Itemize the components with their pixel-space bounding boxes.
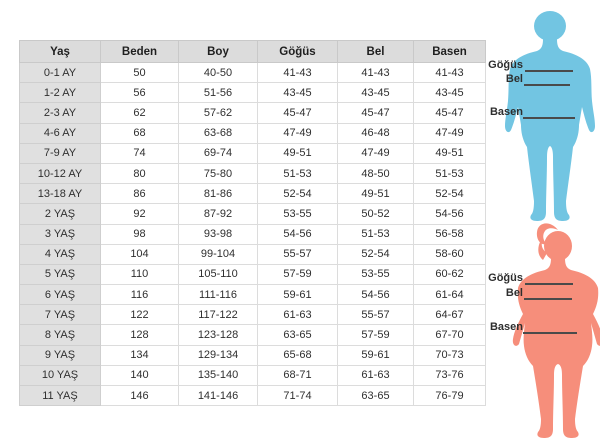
row-header-cell: 10 YAŞ bbox=[20, 365, 101, 385]
table-row bbox=[20, 305, 486, 325]
table-row bbox=[20, 63, 486, 83]
table-cell: 87-92 bbox=[179, 204, 258, 224]
table-cell: 57-59 bbox=[338, 325, 414, 345]
row-header-cell: 10-12 AY bbox=[20, 163, 101, 183]
table-cell: 51-53 bbox=[414, 163, 486, 183]
girl-chest-label: Göğüs bbox=[488, 272, 523, 284]
table-row bbox=[20, 184, 486, 204]
table-cell: 49-51 bbox=[338, 184, 414, 204]
table-cell: 54-56 bbox=[338, 285, 414, 305]
table-cell: 60-62 bbox=[414, 264, 486, 284]
table-cell: 61-63 bbox=[338, 365, 414, 385]
row-header-cell: 13-18 AY bbox=[20, 184, 101, 204]
table-cell: 41-43 bbox=[338, 63, 414, 83]
table-cell: 51-56 bbox=[179, 83, 258, 103]
table-row bbox=[20, 204, 486, 224]
table-cell: 49-51 bbox=[414, 143, 486, 163]
table-row bbox=[20, 325, 486, 345]
table-row bbox=[20, 83, 486, 103]
boy-chest-label: Göğüs bbox=[488, 59, 523, 71]
table-cell: 70-73 bbox=[414, 345, 486, 365]
row-header-cell: 8 YAŞ bbox=[20, 325, 101, 345]
table-cell: 128 bbox=[101, 325, 179, 345]
row-header-cell: 11 YAŞ bbox=[20, 386, 101, 406]
header-cell: Boy bbox=[179, 41, 258, 63]
table-cell: 45-47 bbox=[258, 103, 338, 123]
table-cell: 57-62 bbox=[179, 103, 258, 123]
table-cell: 76-79 bbox=[414, 386, 486, 406]
girl-waist-measure-line bbox=[524, 298, 572, 300]
header-cell: Bel bbox=[338, 41, 414, 63]
table-row bbox=[20, 285, 486, 305]
table-cell: 46-48 bbox=[338, 123, 414, 143]
table-cell: 92 bbox=[101, 204, 179, 224]
table-cell: 53-55 bbox=[338, 264, 414, 284]
size-table-header bbox=[20, 41, 486, 63]
table-row bbox=[20, 143, 486, 163]
table-cell: 54-56 bbox=[414, 204, 486, 224]
girl-waist-label: Bel bbox=[505, 287, 523, 299]
table-cell: 43-45 bbox=[414, 83, 486, 103]
row-header-cell: 9 YAŞ bbox=[20, 345, 101, 365]
table-cell: 135-140 bbox=[179, 365, 258, 385]
table-cell: 52-54 bbox=[414, 184, 486, 204]
table-cell: 55-57 bbox=[258, 244, 338, 264]
table-cell: 62 bbox=[101, 103, 179, 123]
table-cell: 47-49 bbox=[338, 143, 414, 163]
table-cell: 65-68 bbox=[258, 345, 338, 365]
table-cell: 117-122 bbox=[179, 305, 258, 325]
table-cell: 68-71 bbox=[258, 365, 338, 385]
table-cell: 43-45 bbox=[258, 83, 338, 103]
table-cell: 58-60 bbox=[414, 244, 486, 264]
table-cell: 59-61 bbox=[258, 285, 338, 305]
row-header-cell: 2 YAŞ bbox=[20, 204, 101, 224]
table-cell: 41-43 bbox=[414, 63, 486, 83]
table-cell: 146 bbox=[101, 386, 179, 406]
table-cell: 49-51 bbox=[258, 143, 338, 163]
table-cell: 51-53 bbox=[338, 224, 414, 244]
table-cell: 50-52 bbox=[338, 204, 414, 224]
row-header-cell: 7 YAŞ bbox=[20, 305, 101, 325]
table-row bbox=[20, 163, 486, 183]
boy-waist-label: Bel bbox=[505, 73, 523, 85]
table-row bbox=[20, 365, 486, 385]
table-cell: 56 bbox=[101, 83, 179, 103]
table-cell: 64-67 bbox=[414, 305, 486, 325]
table-cell: 40-50 bbox=[179, 63, 258, 83]
row-header-cell: 4 YAŞ bbox=[20, 244, 101, 264]
table-cell: 122 bbox=[101, 305, 179, 325]
table-cell: 50 bbox=[101, 63, 179, 83]
girl-hips-label: Basen bbox=[489, 321, 523, 333]
table-cell: 99-104 bbox=[179, 244, 258, 264]
girl-silhouette-shape bbox=[513, 223, 600, 438]
table-cell: 116 bbox=[101, 285, 179, 305]
header-cell: Yaş bbox=[20, 41, 101, 63]
table-cell: 73-76 bbox=[414, 365, 486, 385]
table-cell: 55-57 bbox=[338, 305, 414, 325]
row-header-cell: 7-9 AY bbox=[20, 143, 101, 163]
table-cell: 59-61 bbox=[338, 345, 414, 365]
girl-silhouette bbox=[510, 222, 600, 438]
table-cell: 71-74 bbox=[258, 386, 338, 406]
table-cell: 45-47 bbox=[414, 103, 486, 123]
row-header-cell: 0-1 AY bbox=[20, 63, 101, 83]
table-cell: 43-45 bbox=[338, 83, 414, 103]
size-table bbox=[19, 40, 486, 406]
table-cell: 123-128 bbox=[179, 325, 258, 345]
table-row bbox=[20, 123, 486, 143]
header-cell: Göğüs bbox=[258, 41, 338, 63]
table-cell: 47-49 bbox=[414, 123, 486, 143]
table-cell: 63-65 bbox=[338, 386, 414, 406]
table-cell: 61-63 bbox=[258, 305, 338, 325]
table-cell: 140 bbox=[101, 365, 179, 385]
table-cell: 81-86 bbox=[179, 184, 258, 204]
boy-hips-label: Basen bbox=[489, 106, 523, 118]
table-cell: 75-80 bbox=[179, 163, 258, 183]
table-cell: 98 bbox=[101, 224, 179, 244]
table-row bbox=[20, 345, 486, 365]
table-cell: 56-58 bbox=[414, 224, 486, 244]
table-row bbox=[20, 224, 486, 244]
table-cell: 111-116 bbox=[179, 285, 258, 305]
table-cell: 53-55 bbox=[258, 204, 338, 224]
table-cell: 104 bbox=[101, 244, 179, 264]
table-row bbox=[20, 103, 486, 123]
table-cell: 52-54 bbox=[258, 184, 338, 204]
table-row bbox=[20, 264, 486, 284]
boy-chest-measure-line bbox=[525, 70, 573, 72]
table-cell: 86 bbox=[101, 184, 179, 204]
table-cell: 129-134 bbox=[179, 345, 258, 365]
girl-hips-measure-line bbox=[523, 332, 577, 334]
boy-hips-measure-line bbox=[523, 117, 575, 119]
table-cell: 105-110 bbox=[179, 264, 258, 284]
table-cell: 68 bbox=[101, 123, 179, 143]
table-cell: 52-54 bbox=[338, 244, 414, 264]
table-cell: 69-74 bbox=[179, 143, 258, 163]
row-header-cell: 5 YAŞ bbox=[20, 264, 101, 284]
row-header-cell: 6 YAŞ bbox=[20, 285, 101, 305]
table-cell: 54-56 bbox=[258, 224, 338, 244]
table-cell: 48-50 bbox=[338, 163, 414, 183]
table-row bbox=[20, 244, 486, 264]
table-cell: 134 bbox=[101, 345, 179, 365]
table-cell: 61-64 bbox=[414, 285, 486, 305]
table-cell: 51-53 bbox=[258, 163, 338, 183]
boy-waist-measure-line bbox=[524, 84, 570, 86]
table-cell: 93-98 bbox=[179, 224, 258, 244]
table-cell: 141-146 bbox=[179, 386, 258, 406]
table-cell: 67-70 bbox=[414, 325, 486, 345]
table-cell: 47-49 bbox=[258, 123, 338, 143]
size-table-body bbox=[20, 63, 486, 406]
row-header-cell: 1-2 AY bbox=[20, 83, 101, 103]
table-cell: 63-68 bbox=[179, 123, 258, 143]
row-header-cell: 3 YAŞ bbox=[20, 224, 101, 244]
table-cell: 80 bbox=[101, 163, 179, 183]
header-cell: Basen bbox=[414, 41, 486, 63]
table-cell: 41-43 bbox=[258, 63, 338, 83]
table-row bbox=[20, 386, 486, 406]
girl-chest-measure-line bbox=[525, 283, 573, 285]
table-cell: 74 bbox=[101, 143, 179, 163]
table-cell: 57-59 bbox=[258, 264, 338, 284]
row-header-cell: 2-3 AY bbox=[20, 103, 101, 123]
table-cell: 110 bbox=[101, 264, 179, 284]
table-cell: 45-47 bbox=[338, 103, 414, 123]
row-header-cell: 4-6 AY bbox=[20, 123, 101, 143]
table-cell: 63-65 bbox=[258, 325, 338, 345]
header-cell: Beden bbox=[101, 41, 179, 63]
